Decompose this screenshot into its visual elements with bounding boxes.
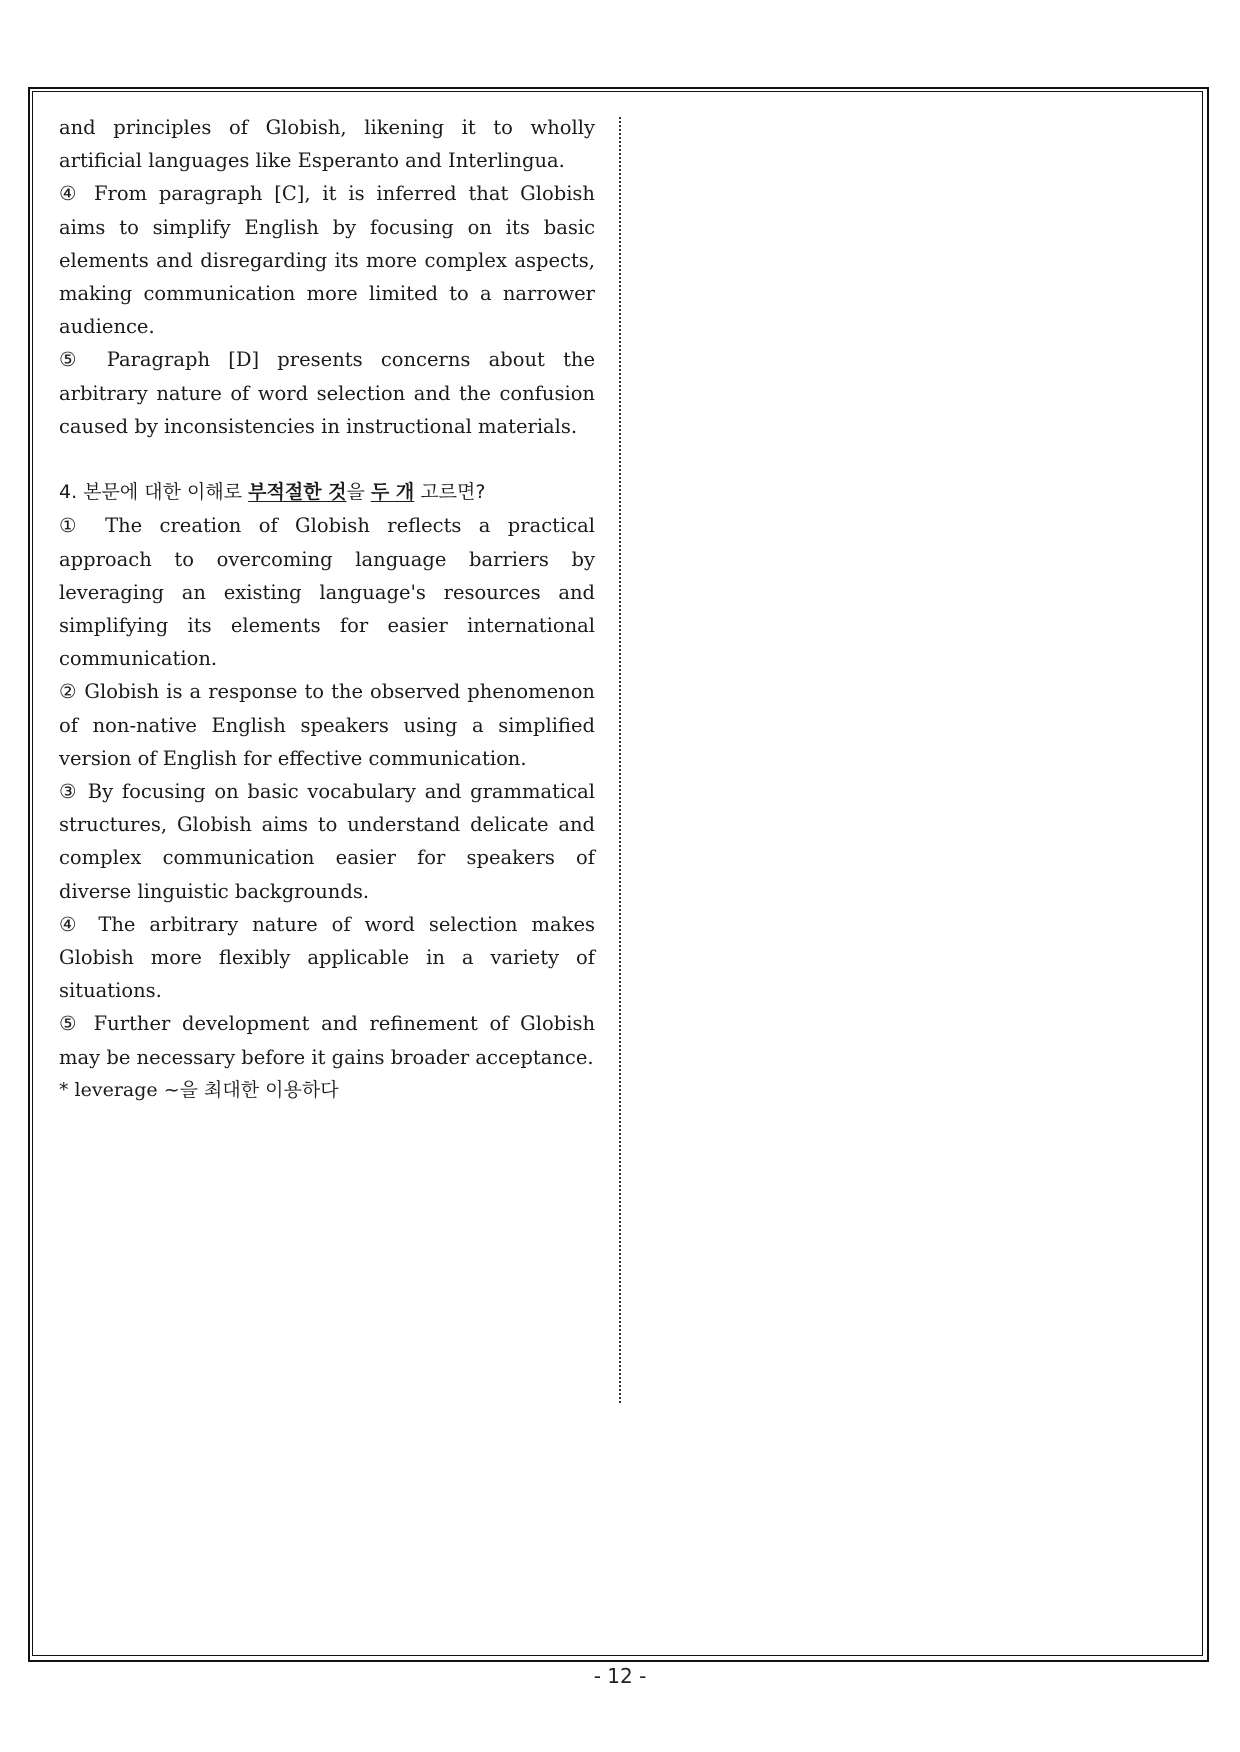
option-text: The creation of Globish reflects a practical approach to overcoming language barriers by leveraging an existing language's resources and simplifying its elements for easier international communication. — [59, 514, 596, 671]
question-4-heading — [59, 476, 595, 509]
footnote-star: * — [59, 1078, 69, 1101]
option-marker: ⑤ — [59, 1012, 82, 1036]
question-suffix: 고르면? — [420, 481, 486, 504]
left-column — [59, 111, 595, 1107]
option-marker: ⑤ — [59, 348, 89, 372]
option-5 — [59, 1007, 595, 1073]
vocabulary-footnote — [59, 1074, 595, 1107]
option-marker: ④ — [59, 912, 85, 936]
option-text: Globish is a response to the observed phenomenon of non-native English speakers using a simplified version of English for effective communication. — [59, 680, 595, 770]
question-emphasis-inappropriate: 부적절한 것 — [248, 481, 347, 504]
option-marker: ④ — [59, 182, 83, 206]
option-4 — [59, 908, 595, 1008]
previous-option-4 — [59, 177, 595, 343]
option-marker: ① — [59, 514, 88, 538]
option-3 — [59, 775, 595, 908]
option-text: Further development and refinement of Globish may be necessary before it gains broader acceptance. — [59, 1012, 596, 1069]
option-2 — [59, 675, 595, 775]
previous-option-continuation: and principles of Globish, likening it to wholly artificial languages like Esperanto and Interlingua. — [59, 116, 595, 173]
footnote-term: leverage — [74, 1078, 158, 1101]
question-particle: 을 — [346, 481, 365, 504]
previous-option-5 — [59, 343, 595, 443]
column-divider — [619, 117, 621, 1403]
spacer — [59, 443, 595, 476]
option-text: Paragraph [D] presents concerns about the arbitrary nature of word selection and the confusion caused by inconsistencies in instructional materials. — [59, 348, 596, 438]
question-number: 4. — [59, 481, 78, 504]
footnote-gloss: ~을 최대한 이용하다 — [163, 1078, 339, 1101]
option-text: The arbitrary nature of word selection makes Globish more flexibly applicable in a variety of situations. — [59, 912, 595, 1003]
option-text: From paragraph [C], it is inferred that Globish aims to simplify English by focusing on its basic elements and disregarding its more complex aspects, making communication more limited to a narrower audience. — [59, 182, 595, 339]
page-number: - 12 - — [593, 1664, 647, 1688]
option-marker: ② — [59, 680, 78, 704]
question-prefix: 본문에 대한 이해로 — [83, 481, 243, 504]
option-text: By focusing on basic vocabulary and grammatical structures, Globish aims to understand delicate and complex communication easier for speakers of diverse linguistic backgrounds. — [59, 780, 595, 903]
question-emphasis-two: 두 개 — [370, 481, 415, 504]
option-marker: ③ — [59, 780, 80, 804]
option-1 — [59, 509, 595, 675]
